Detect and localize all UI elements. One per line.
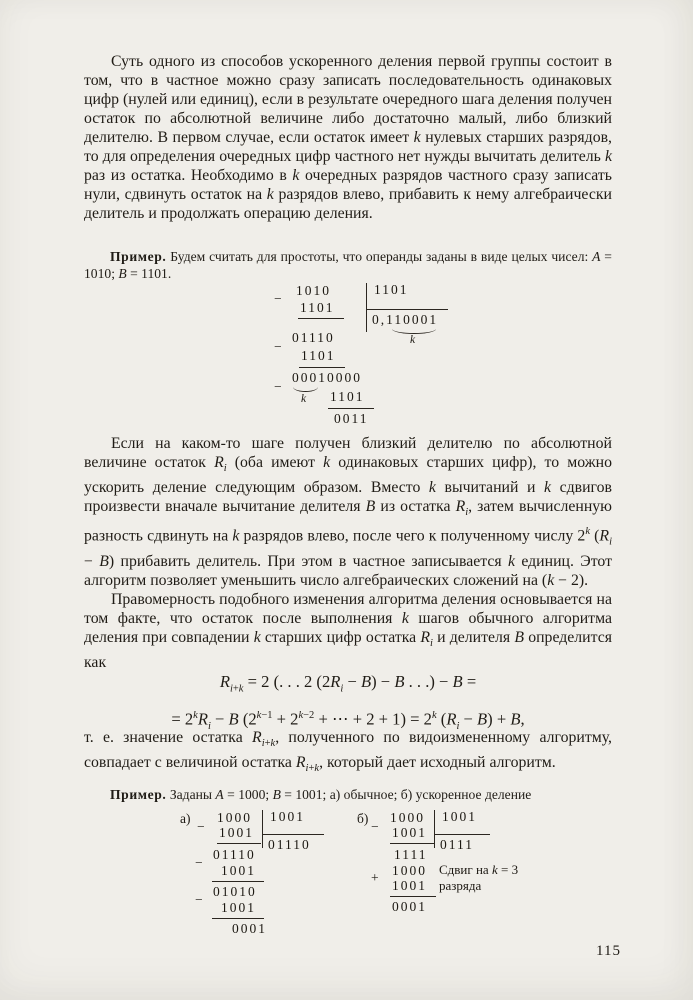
divisor: 1001 <box>270 809 305 824</box>
subtrahend-3: 1101 <box>330 389 365 404</box>
division-bar <box>434 810 435 848</box>
vinculum-line <box>212 881 264 882</box>
subtrahend-1: 1001 <box>392 825 427 840</box>
vinculum-line <box>299 367 345 368</box>
formula-line-1: $R_{i+k} = 2$ (. . . 2 $(2R_i - B) - B$ . . .) − B = <box>219 672 477 695</box>
minus-sign: − <box>197 819 205 834</box>
example1-text: Будем считать для простоты, что операнды заданы в виде целых чисел: A = 1010; B = 1101. <box>84 249 612 281</box>
quotient-bar <box>434 834 490 835</box>
vinculum-line <box>212 918 264 919</box>
item-tag: б) <box>357 811 369 826</box>
division-example-1 <box>275 283 470 431</box>
shift-note-line-1: Сдвиг на k = 3 <box>439 862 519 877</box>
subtrahend-1: 1001 <box>219 825 254 840</box>
example1-intro <box>84 249 612 282</box>
divisor: 1101 <box>374 282 409 297</box>
remainder-1: 01110 <box>292 330 335 345</box>
paragraph-4: т. е. значение остатка $R_{i+k}$, полученного по видоизмененному алгоритму, совпадает с величиной остатка $R_{i+k}$, который дает исходный алгоритм. <box>84 729 612 775</box>
paragraph-1: Суть одного из способов ускоренного деления первой группы состоит в том, что в частное можно сразу записать последовательность одинаковых цифр (нулей или единиц), если в результате очередного шага деления получен остаток по абсолютной величине либо достаточно малый, либо близкий делителю. В первом случае, если остаток имеет k нулевых старших разрядов, то для определения очередных цифр частного нет нужды вычитать делитель k раз из остатка. Необходимо в k очередных разрядов частного сразу записать нули, сдвинуть остаток на k разрядов влево, прибавить к нему алгебраически делитель и продолжать операцию деления. <box>84 53 612 222</box>
division-example-2b <box>357 810 607 938</box>
remainder-1: 01110 <box>213 847 256 862</box>
quotient-bar <box>262 834 324 835</box>
quotient: 01110 <box>268 837 311 852</box>
quotient-bar <box>366 309 448 310</box>
example2-label: Пример. <box>110 787 167 802</box>
item-tag: а) <box>180 811 191 826</box>
final-remainder: 0001 <box>232 921 267 936</box>
vinculum-line <box>217 843 261 844</box>
quotient: 0,110001 <box>372 312 439 327</box>
vinculum-line <box>390 896 436 897</box>
example2-text: Заданы A = 1000; B = 1001; а) обычное; б) ускоренное деление <box>166 787 532 802</box>
addend-1: 1000 <box>392 863 427 878</box>
dividend: 1010 <box>296 283 331 298</box>
paragraph-3: Правомерность подобного изменения алгоритма деления основывается на том факте, что остаток после выполнения k шагов обычного алгоритма деления при совпадении k старших цифр остатка $R_i$ и делителя B определится как <box>84 591 613 672</box>
subtrahend-2: 1101 <box>301 348 336 363</box>
quotient: 0111 <box>440 837 474 852</box>
subtrahend-1: 1101 <box>300 300 335 315</box>
example1-label: Пример. <box>110 249 167 264</box>
vinculum-line <box>328 408 374 409</box>
remainder-1: 1111 <box>394 847 428 862</box>
k-label: k <box>301 393 307 405</box>
minus-sign: − <box>274 379 282 394</box>
vinculum-line <box>390 843 434 844</box>
paragraph-2: Если на каком-то шаге получен близкий делителю по абсолютной величине остаток $R_i$ (оба имеют k одинаковых старших цифр), то можно ускорить деление следующим образом. Вместо k вычитаний и k сдвигов произвести вначале вычитание делителя B из остатка $R_i$, затем вычисленную разность сдвинуть на k разрядов влево, после чего к полученному числу 2$^k$ $(R_i - B)$ прибавить делитель. При этом в частное записывается k единиц. Этот алгоритм позволяет уменьшить число алгебраических сложений на (k − 2). <box>84 435 613 589</box>
k-label: k <box>410 334 416 346</box>
division-bar <box>262 810 263 848</box>
minus-sign: − <box>195 892 203 907</box>
division-bar <box>366 283 367 332</box>
remainder-2: 00010000 <box>292 370 362 385</box>
minus-sign: − <box>371 819 379 834</box>
final-remainder: 0001 <box>392 899 427 914</box>
remainder-2: 01010 <box>213 884 257 899</box>
k-underbrace-icon <box>293 387 318 392</box>
addend-2: 1001 <box>392 878 427 893</box>
page-number: 115 <box>596 943 621 959</box>
minus-sign: − <box>274 339 282 354</box>
final-remainder: 0011 <box>334 411 369 426</box>
shift-note-line-2: разряда <box>439 878 482 893</box>
plus-sign: + <box>371 870 379 885</box>
dividend: 1000 <box>390 810 425 825</box>
dividend: 1000 <box>217 810 252 825</box>
minus-sign: − <box>195 855 203 870</box>
subtrahend-3: 1001 <box>221 900 256 915</box>
example2-intro <box>84 787 612 804</box>
division-example-2a <box>180 810 345 938</box>
vinculum-line <box>298 318 344 319</box>
divisor: 1001 <box>442 809 477 824</box>
subtrahend-2: 1001 <box>221 863 256 878</box>
formula-line-2: = $2^kR_i - B$ ($2^{k-1} + 2^{k-2}$ + ⋯ + $2 + 1) = 2^k$ $(R_i - B) + B$, <box>171 709 525 733</box>
minus-sign: − <box>274 291 282 306</box>
